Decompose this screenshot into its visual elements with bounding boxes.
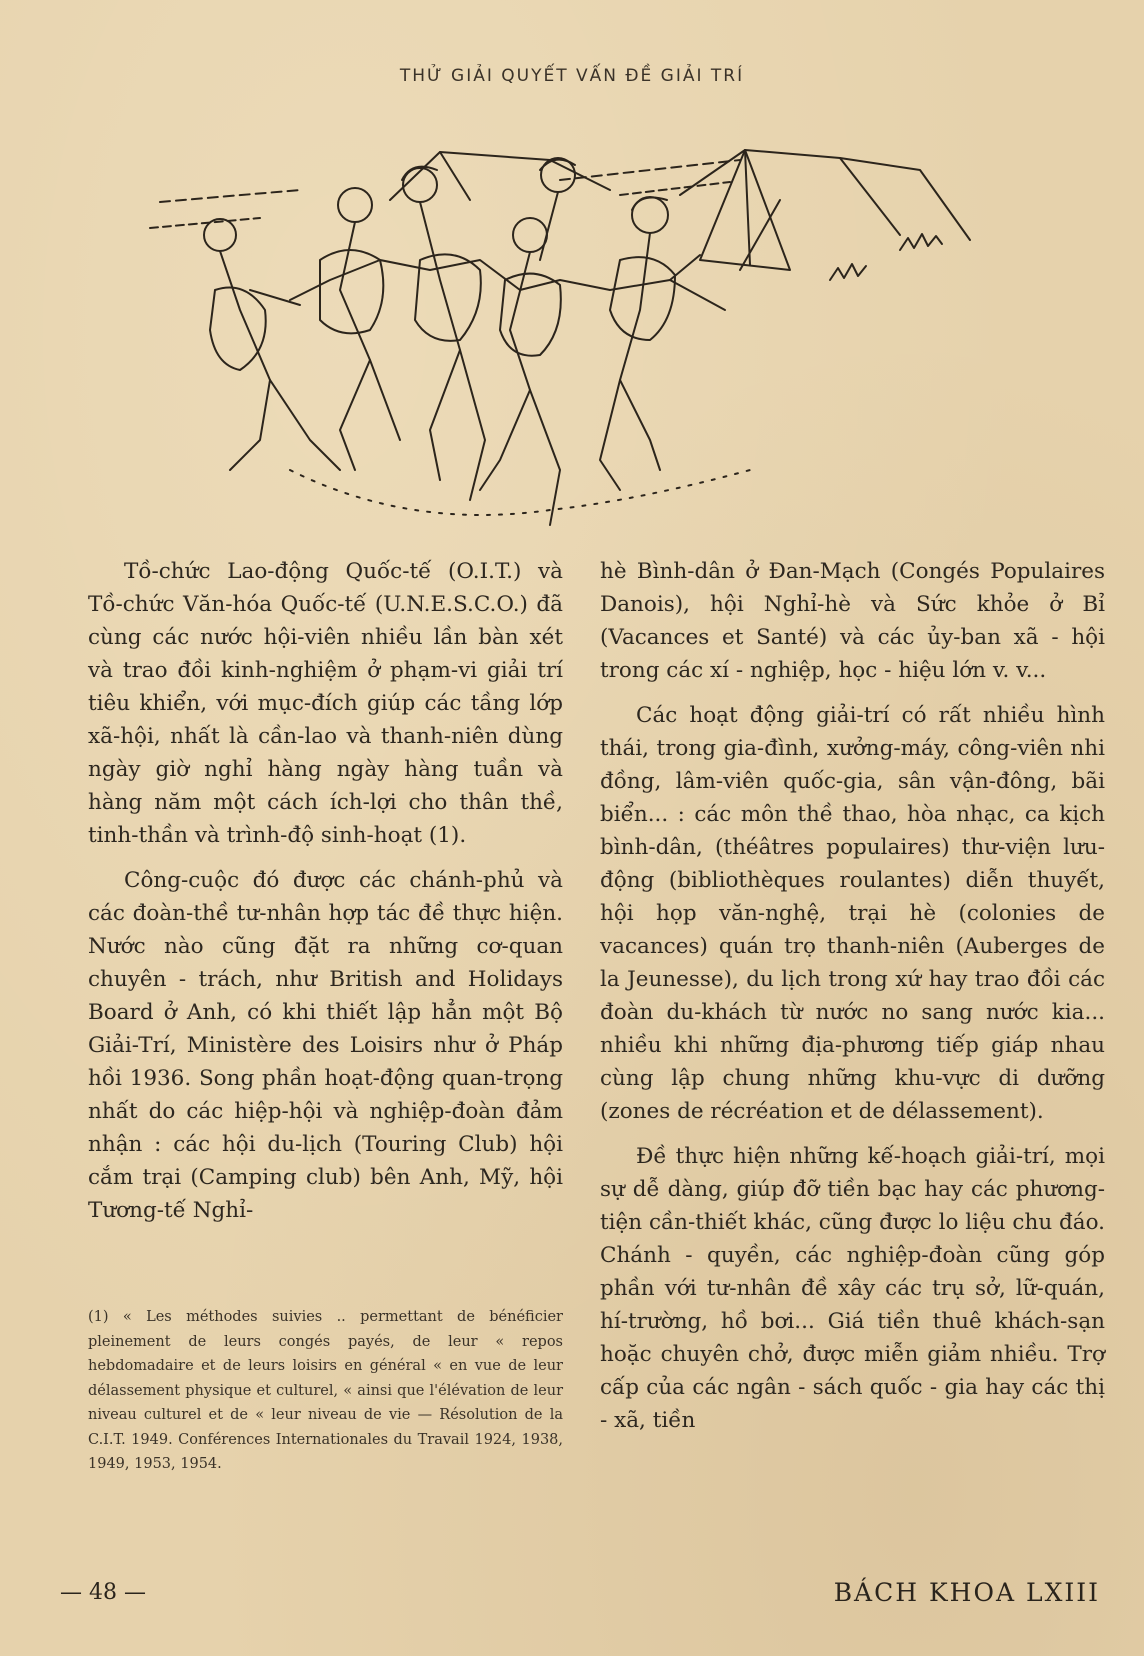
footnote: (1) « Les méthodes suivies .. permettant de bénéficier pleinement de leurs congés payés, de leur « repos hebdomadaire et de leurs loisirs en général « en vue de leur délassement physique et culturel, « ainsi que l'élévation de leur niveau culturel et de « leur niveau de vie — Résolution de la C.I.T. 1949. Conférences Internationales du Travail 1924, 1938, 1949, 1953, 1954.	[88, 1309, 563, 1472]
running-title: THỬ GIẢI QUYẾT VẤN ĐỀ GIẢI TRÍ	[399, 66, 745, 86]
page-number: — 48 —	[60, 1580, 146, 1605]
paragraph: Đề thực hiện những kế-hoạch giải-trí, mọi sự dễ dàng, giúp đỡ tiền bạc hay các phương-tiện cần-thiết khác, cũng được lo liệu chu đáo. Chánh - quyền, các nghiệp-đoàn cũng góp phần với tư-nhân đề xây các trụ sở, lữ-quán, hí-trường, hồ bơi... Giá tiền thuê khách-sạn hoặc chuyên chở, được miễn giảm nhiều. Trợ cấp của các ngân - sách quốc - gia hay các thị - xã, tiền	[600, 1144, 1105, 1433]
left-column	[88, 555, 563, 1239]
campers-dancing-illustration	[140, 140, 1030, 535]
paragraph: Công-cuộc đó được các chánh-phủ và các đoàn-thề tư-nhân hợp tác đề thực hiện. Nước nào cũng đặt ra những cơ-quan chuyên - trách, như British and Holidays Board ở Anh, có khi thiết lập hẳn một Bộ Giải-Trí, Ministère des Loisirs như ở Pháp hồi 1936. Song phần hoạt-động quan-trọng nhất do các hiệp-hội và nghiệp-đoàn đảm nhận : các hội du-lịch (Touring Club) hội cắm trại (Camping club) bên Anh, Mỹ, hội Tương-tế Nghỉ-	[88, 868, 563, 1223]
magazine-title: BÁCH KHOA LXIII	[833, 1578, 1100, 1607]
paragraph: Tồ-chức Lao-động Quốc-tế (O.I.T.) và Tồ-chức Văn-hóa Quốc-tế (U.N.E.S.C.O.) đã cùng các nước hội-viên nhiều lần bàn xét và trao đồi kinh-nghiệm ở phạm-vi giải trí tiêu khiển, với mục-đích giúp các tầng lớp xã-hội, nhất là cần-lao và thanh-niên dùng ngày giờ nghỉ hàng ngày hàng tuần và hàng năm một cách ích-lợi cho thân thề, tinh-thần và trình-độ sinh-hoạt (1).	[88, 559, 563, 848]
paragraph: Các hoạt động giải-trí có rất nhiều hình thái, trong gia-đình, xưởng-máy, công-viên nhi đồng, lâm-viên quốc-gia, sân vận-đông, bãi biển... : các môn thề thao, hòa nhạc, ca kịch bình-dân, (théâtres populaires) thư-viện lưu-động (bibliothèques roulantes) diễn thuyết, hội họp văn-nghệ, trại hè (colonies de vacances) quán trọ thanh-niên (Auberges de la Jeunesse), du lịch trong xứ hay trao đồi các đoàn du-khách từ nước no sang nước kia... nhiều khi những địa-phương tiếp giáp nhau cùng lập chung những khu-vực di dưỡng (zones de récréation et de délassement).	[600, 703, 1105, 1124]
paragraph: hè Bình-dân ở Đan-Mạch (Congés Populaires Danois), hội Nghỉ-hè và Sức khỏe ở Bỉ (Vacances et Santé) và các ủy-ban xã - hội trong các xí - nghiệp, học - hiệu lớn v. v...	[600, 559, 1105, 683]
right-column	[600, 555, 1105, 1449]
